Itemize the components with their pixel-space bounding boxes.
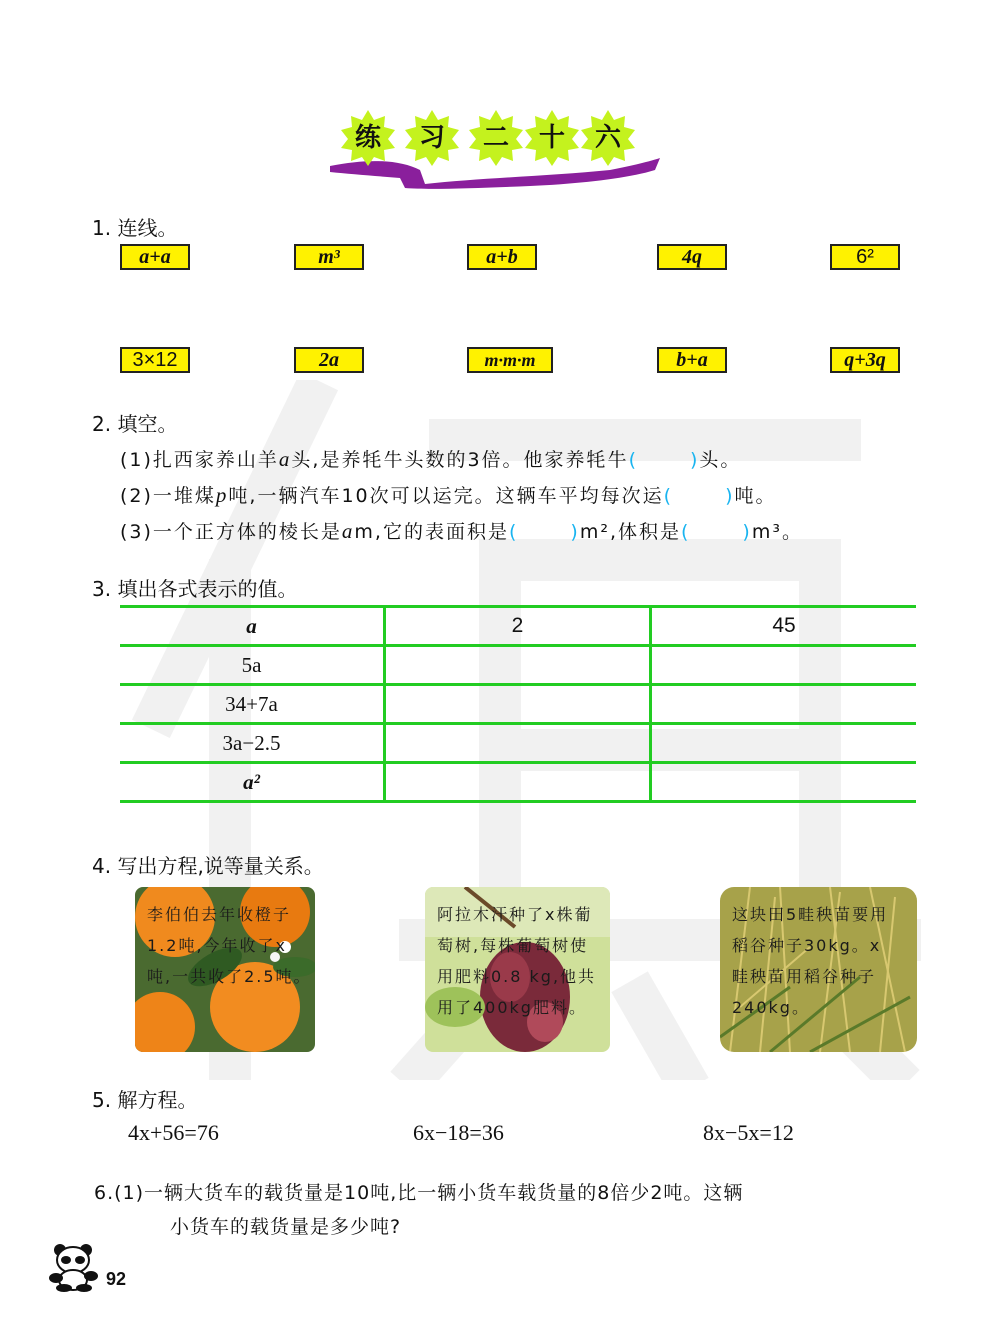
fill-blank-item-1 [120, 445, 741, 472]
title-char: 二 [482, 123, 509, 153]
blank-open: ( [628, 449, 638, 471]
item-text: (3)一个正方体的棱长是 [120, 521, 342, 543]
answer-cell[interactable] [385, 646, 651, 685]
match-box-top[interactable]: a+b [467, 244, 537, 270]
picture-caption: 李伯伯去年收橙子1.2吨,今年收了x吨,一共收了2.5吨。 [147, 905, 312, 986]
item-text: 吨,一辆汽车10次可以运完。这辆车平均每次运 [228, 485, 664, 507]
blank-close: ) [570, 521, 580, 543]
answer-cell[interactable] [651, 724, 917, 763]
fill-blank-item-3 [120, 517, 803, 544]
picture-caption: 阿拉木汗种了x株葡萄树,每株葡萄树使用肥料0.8 kg,他共用了400kg肥料。 [437, 905, 597, 1017]
blank-open: ( [681, 521, 691, 543]
expression-cell: a² [120, 763, 385, 802]
picture-caption: 这块田5畦秧苗要用稻谷种子30kg。x畦秧苗用稻谷种子240kg。 [732, 905, 889, 1017]
item-text: m²,体积是 [579, 521, 681, 543]
blank-open: ( [508, 521, 519, 543]
rice-picture [720, 887, 917, 1052]
title-char: 练 [354, 123, 381, 153]
equation: 4x+56=76 [128, 1120, 219, 1145]
item-text: 头。 [699, 449, 742, 471]
answer-cell[interactable] [651, 763, 917, 802]
q4-heading: 4. 写出方程,说等量关系。 [92, 854, 324, 878]
answer-cell[interactable] [385, 685, 651, 724]
title-char: 六 [594, 123, 621, 153]
grape-picture [425, 887, 610, 1052]
title-star [466, 108, 526, 168]
answer-cell[interactable] [651, 685, 917, 724]
variable: a [341, 519, 355, 543]
header-cell: 45 [651, 607, 917, 646]
table-row [120, 685, 916, 724]
expression-cell: 5a [120, 646, 385, 685]
item-text: 吨。 [734, 485, 777, 507]
item-text: 头,是养牦牛头数的3倍。他家养牦牛 [291, 449, 629, 471]
value-table [120, 605, 916, 803]
title-char: 习 [418, 123, 445, 153]
q5-heading: 5. 解方程。 [92, 1088, 198, 1112]
panda-icon [46, 1242, 102, 1292]
title-star [522, 108, 582, 168]
answer-cell[interactable] [385, 763, 651, 802]
blank-open: ( [663, 485, 674, 507]
match-box-bottom[interactable]: m·m·m [467, 347, 553, 373]
blank-close: ) [689, 449, 700, 471]
item-text: (1)扎西家养山羊 [120, 449, 279, 471]
answer-cell[interactable] [651, 646, 917, 685]
item-text: (2)一堆煤 [120, 485, 216, 507]
item-text: m³。 [751, 521, 803, 543]
match-box-top[interactable]: m³ [294, 244, 364, 270]
exercise-title [330, 108, 670, 188]
match-box-bottom[interactable]: 2a [294, 347, 364, 373]
header-cell: 2 [385, 607, 651, 646]
answer-cell[interactable] [385, 724, 651, 763]
match-box-bottom[interactable]: q+3q [830, 347, 900, 373]
blank-close: ) [725, 485, 735, 507]
item-text: m,它的表面积是 [354, 521, 509, 543]
blank-close: ) [742, 521, 752, 543]
q6-line-1: 6.(1)一辆大货车的载货量是10吨,比一辆小货车载货量的8倍少2吨。这辆 [94, 1182, 744, 1204]
expression-cell: 34+7a [120, 685, 385, 724]
title-star [402, 108, 462, 168]
q3-heading: 3. 填出各式表示的值。 [92, 577, 298, 601]
q2-heading: 2. 填空。 [92, 412, 178, 436]
equation: 8x−5x=12 [703, 1120, 794, 1145]
title-star [578, 108, 638, 168]
title-char: 十 [538, 123, 565, 153]
table-row [120, 724, 916, 763]
title-star [338, 108, 398, 168]
equation: 6x−18=36 [413, 1120, 504, 1145]
match-box-top[interactable]: 6² [830, 244, 900, 270]
match-box-top[interactable]: 4q [657, 244, 727, 270]
expression-cell: 3a−2.5 [120, 724, 385, 763]
q6-line-2: 小货车的载货量是多少吨? [170, 1216, 402, 1238]
match-box-bottom[interactable]: b+a [657, 347, 727, 373]
variable: a [278, 447, 292, 471]
table-row [120, 646, 916, 685]
orange-picture [135, 887, 315, 1052]
table-header-row [120, 607, 916, 646]
fill-blank-item-2 [120, 481, 777, 508]
variable: p [215, 483, 229, 507]
page-number: 92 [106, 1269, 127, 1289]
header-cell: a [120, 607, 385, 646]
table-row [120, 763, 916, 802]
match-box-bottom[interactable]: 3×12 [120, 347, 190, 373]
q1-heading: 1. 连线。 [92, 216, 178, 240]
match-box-top[interactable]: a+a [120, 244, 190, 270]
